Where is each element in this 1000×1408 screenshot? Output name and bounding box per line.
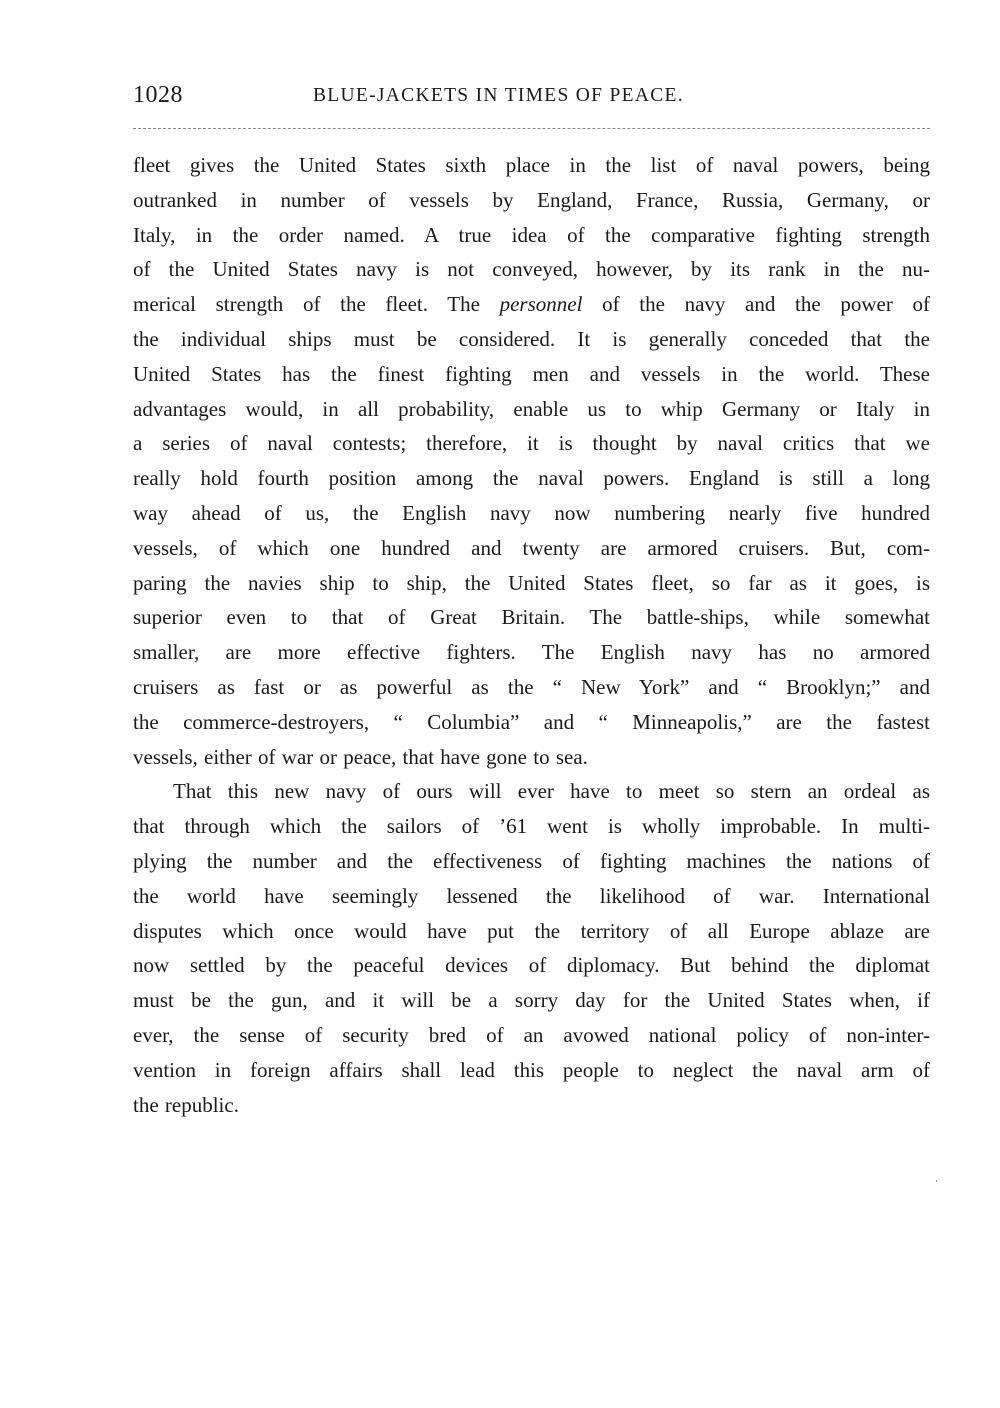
scan-speck xyxy=(936,1180,937,1182)
text-run: merical strength of the fleet. The xyxy=(133,292,500,317)
text-line: vessels, of which one hundred and twenty are armored cruisers. But, com- xyxy=(133,535,930,560)
text-line: paring the navies ship to ship, the United States fleet, so far as it goes, is xyxy=(133,570,930,595)
text-line: that through which the sailors of ’61 went is wholly improbable. In multi- xyxy=(133,814,930,839)
page-header xyxy=(133,82,930,112)
text-line: Italy, in the order named. A true idea of the comparative fighting strength xyxy=(133,222,930,247)
text-line: the commerce-destroyers, “ Columbia” and “ Minneapolis,” are the fastest xyxy=(133,709,930,734)
text-line: outranked in number of vessels by England, France, Russia, Germany, or xyxy=(133,187,930,212)
text-line: really hold fourth position among the naval powers. England is still a long xyxy=(133,466,930,491)
text-run: of the navy and the power of xyxy=(582,292,931,317)
text-line: way ahead of us, the English navy now numbering nearly five hundred xyxy=(133,500,930,525)
text-line: United States has the finest fighting men and vessels in the world. These xyxy=(133,361,930,386)
text-line: of the United States navy is not conveyed, however, by its rank in the nu- xyxy=(133,257,930,282)
text-line: smaller, are more effective fighters. The English navy has no armored xyxy=(133,640,930,665)
text-line: advantages would, in all probability, enable us to whip Germany or Italy in xyxy=(133,396,930,421)
text-line: the republic. xyxy=(133,1092,239,1117)
text-line: fleet gives the United States sixth place in the list of naval powers, being xyxy=(133,153,930,177)
text-line: superior even to that of Great Britain. The battle-ships, while somewhat xyxy=(133,605,930,630)
paragraph xyxy=(133,148,930,774)
paragraph xyxy=(133,774,930,1122)
text-line: disputes which once would have put the territory of all Europe ablaze are xyxy=(133,918,930,943)
text-line: plying the number and the effectiveness of fighting machines the nations of xyxy=(133,848,930,873)
italic-term: personnel xyxy=(499,292,583,317)
text-line: That this new navy of ours will ever have to meet so stern an ordeal as xyxy=(173,779,930,804)
text-line: ever, the sense of security bred of an avowed national policy of non-inter- xyxy=(133,1022,930,1047)
header-rule xyxy=(133,128,930,129)
text-line: must be the gun, and it will be a sorry day for the United States when, if xyxy=(133,988,930,1013)
text-line: vessels, either of war or peace, that have gone to sea. xyxy=(133,744,588,769)
text-line: the individual ships must be considered. It is generally conceded that the xyxy=(133,326,930,351)
text-line: the world have seemingly lessened the likelihood of war. International xyxy=(133,883,930,908)
text-line: cruisers as fast or as powerful as the “ New York” and “ Brooklyn;” and xyxy=(133,674,930,699)
text-line xyxy=(133,287,930,322)
running-head: BLUE-JACKETS IN TIMES OF PEACE. xyxy=(313,85,684,106)
text-line: a series of naval contests; therefore, it is thought by naval critics that we xyxy=(133,431,930,456)
body-text xyxy=(133,148,930,1122)
page-number: 1028 xyxy=(133,82,183,108)
text-line: now settled by the peaceful devices of diplomacy. But behind the diplomat xyxy=(133,953,930,978)
text-line: vention in foreign affairs shall lead this people to neglect the naval arm of xyxy=(133,1057,930,1082)
